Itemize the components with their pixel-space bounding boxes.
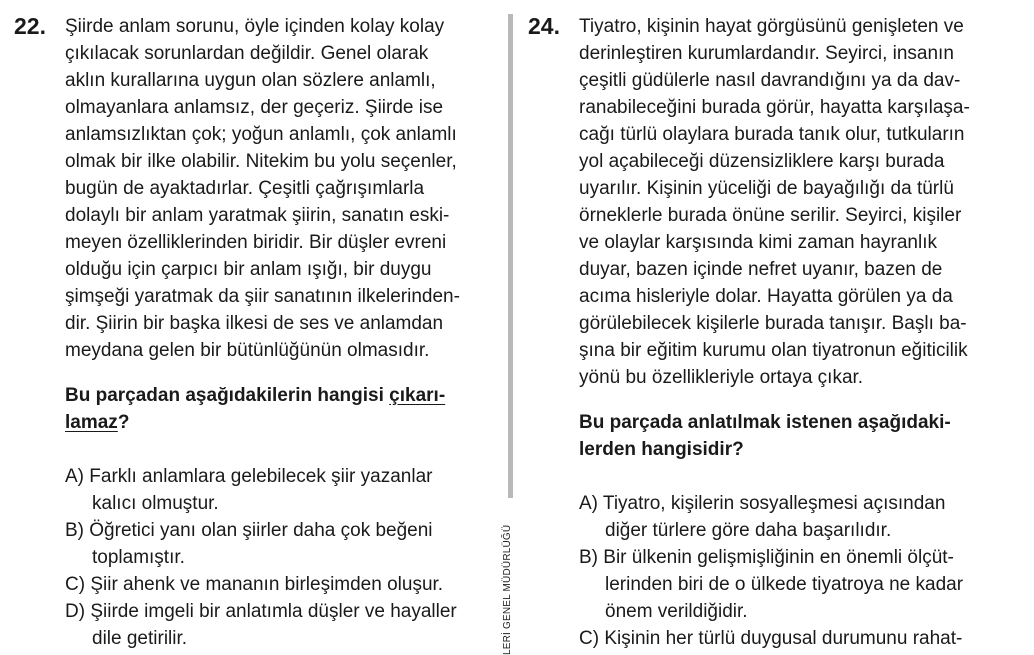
passage-line: uyarılır. Kişinin yüceliği de bayağılığı da türlü <box>579 178 954 199</box>
passage-line: ranabileceğini burada görür, hayatta karşılaşa- <box>579 97 970 118</box>
question-number: 22. <box>14 13 46 39</box>
option-b-continuation[interactable]: toplamıştır. <box>92 547 185 568</box>
passage-line: yönü bu özellikleriyle ortaya çıkar. <box>579 367 864 388</box>
passage-line: çeşitli güdülerle nasıl davrandığını ya da dav- <box>579 70 961 91</box>
option-b[interactable]: B) Bir ülkenin gelişmişliğinin en önemli ölçüt- <box>579 547 954 568</box>
passage-line: derinleştiren kurumlardandır. Seyirci, insanın <box>579 43 954 64</box>
option-a-continuation[interactable]: diğer türlere göre daha başarılıdır. <box>605 520 892 541</box>
option-a[interactable]: A) Farklı anlamlara gelebilecek şiir yazanlar <box>65 466 433 487</box>
passage-line: örneklerle burada önüne serilir. Seyirci, kişiler <box>579 205 962 226</box>
divider-vertical-text: LERİ GENEL MÜDÜRLÜĞÜ <box>502 524 513 655</box>
passage-line: anlamsızlıktan çok; yoğun anlamlı, çok anlamlı <box>65 124 457 145</box>
option-c[interactable]: C) Şiir ahenk ve mananın birleşimden oluşur. <box>65 574 444 595</box>
option-d[interactable]: D) Şiirde imgeli bir anlatımla düşler ve hayaller <box>65 601 457 622</box>
question-stem-underlined: lamaz <box>65 412 118 433</box>
passage-line: şimşeği yaratmak da şiir sanatının ilkelerinden- <box>65 286 460 307</box>
option-b-continuation[interactable]: lerinden biri de o ülkede tiyatroya ne kadar <box>605 574 964 595</box>
passage-line: dir. Şiirin bir başka ilkesi de ses ve anlamdan <box>65 313 444 334</box>
passage-line: olduğu için çarpıcı bir anlam ışığı, bir duygu <box>65 259 432 280</box>
passage-line: dolaylı bir anlam yaratmak şiirin, sanatın eski- <box>65 205 450 226</box>
passage-line: aklın kurallarına uygun olan sözlere anlamlı, <box>65 70 436 91</box>
passage-line: olmayanlara anlamsız, der geçeriz. Şiirde ise <box>65 97 444 118</box>
question-stem-text: ? <box>117 412 130 433</box>
question-stem-underlined: çıkarı- <box>389 385 446 406</box>
question-number: 24. <box>528 13 560 39</box>
option-a-continuation[interactable]: kalıcı olmuştur. <box>92 493 219 514</box>
passage-line: ve olaylar karşısında kimi zaman hayranlık <box>579 232 937 253</box>
passage-line: meydana gelen bir bütünlüğünün olmasıdır. <box>65 340 430 361</box>
passage-line: acıma hisleriyle dolar. Hayatta görülen ya da <box>579 286 953 307</box>
passage-line: Şiirde anlam sorunu, öyle içinden kolay kolay <box>65 16 445 37</box>
passage-line: çıkılacak sorunlardan değildir. Genel olarak <box>65 43 429 64</box>
option-b-continuation[interactable]: önem verildiğidir. <box>605 601 748 622</box>
passage-line: duyar, bazen içinde nefret uyanır, bazen de <box>579 259 943 280</box>
question-stem-line: Bu parçada anlatılmak istenen aşağıdaki- <box>579 412 951 433</box>
passage-line: yol açabileceği düzensizliklere karşı burada <box>579 151 945 172</box>
passage-line: bugün de ayaktadırlar. Çeşitli çağrışımlarla <box>65 178 425 199</box>
option-c[interactable]: C) Kişinin her türlü duygusal durumunu rahat- <box>579 628 963 649</box>
option-b[interactable]: B) Öğretici yanı olan şiirler daha çok beğeni <box>65 520 433 541</box>
question-stem-line: lerden hangisidir? <box>579 439 744 460</box>
question-stem-line <box>65 382 445 409</box>
passage-line: şına bir eğitim kurumu olan tiyatronun eğiticilik <box>579 340 968 361</box>
passage-line: olmak bir ilke olabilir. Nitekim bu yolu seçenler, <box>65 151 457 172</box>
option-d-continuation[interactable]: dile getirilir. <box>92 628 188 649</box>
column-divider <box>508 14 513 498</box>
question-stem-line <box>65 409 129 436</box>
passage-line: cağı türlü olaylara burada tanık olur, tutkuların <box>579 124 965 145</box>
passage-line: meyen özelliklerinden biridir. Bir düşler evreni <box>65 232 447 253</box>
option-a[interactable]: A) Tiyatro, kişilerin sosyalleşmesi açısından <box>579 493 946 514</box>
question-stem-text: Bu parçadan aşağıdakilerin hangisi <box>65 385 390 406</box>
passage-line: görülebilecek kişilerle burada tanışır. Başlı ba- <box>579 313 967 334</box>
passage-line: Tiyatro, kişinin hayat görgüsünü genişleten ve <box>579 16 964 37</box>
